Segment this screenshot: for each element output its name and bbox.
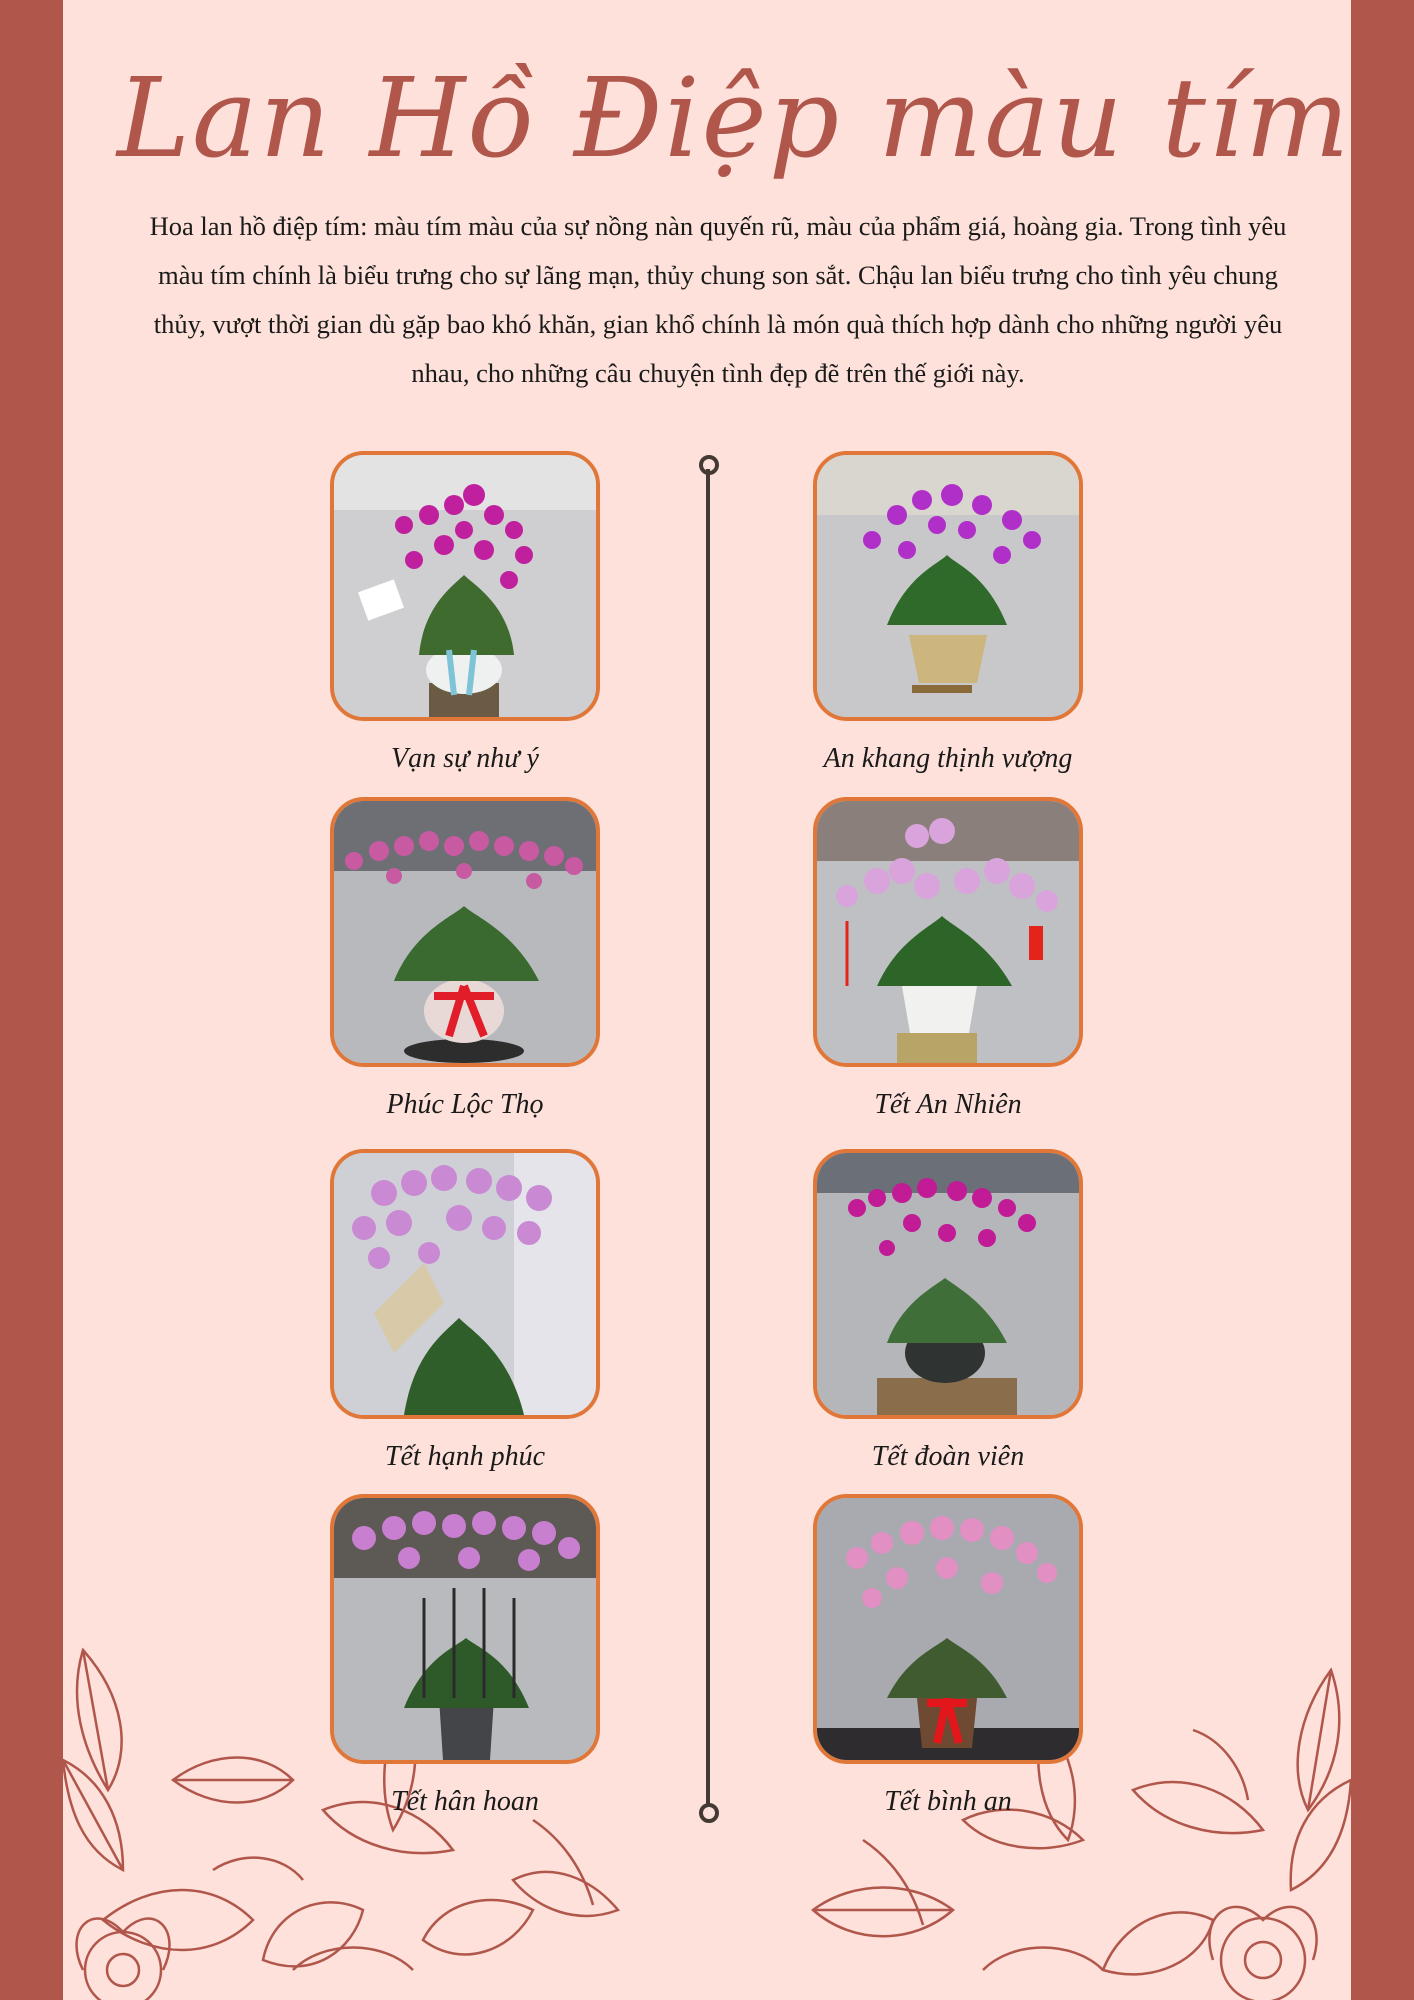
- product-photo: [330, 1494, 600, 1764]
- product-name: Tết hạnh phúc: [384, 1441, 546, 1472]
- page-title: Lan Hồ Điệp màu tím: [117, 54, 1351, 182]
- product-card[interactable]: [813, 797, 1083, 1119]
- product-name: An khang thịnh vượng: [823, 743, 1073, 774]
- product-card[interactable]: [330, 451, 600, 773]
- product-photo: [330, 451, 600, 721]
- product-name: Tết hân hoan: [391, 1786, 539, 1817]
- timeline-bottom-dot: [699, 1803, 719, 1823]
- product-name: Vạn sự như ý: [391, 743, 539, 774]
- flyer-page: [63, 0, 1351, 2000]
- product-name: Phúc Lộc Thọ: [386, 1089, 544, 1120]
- product-photo: [813, 451, 1083, 721]
- timeline-divider: [704, 455, 712, 1825]
- product-photo: [813, 1149, 1083, 1419]
- intro-paragraph: Hoa lan hồ điệp tím: màu tím màu của sự nồng nàn quyến rũ, màu của phẩm giá, hoàng gia. Trong tình yêu màu tím chính là biểu trưng cho sự lãng mạn, thủy chung son sắt. Chậu lan biểu trưng cho tình yêu chung thủy, vượt thời gian dù gặp bao khó khăn, gian khổ chính là món quà thích hợp dành cho những người yêu nhau, cho những câu chuyện tình đẹp đẽ trên thế giới này.: [149, 211, 1287, 388]
- product-name: Tết An Nhiên: [874, 1089, 1022, 1120]
- product-card[interactable]: [330, 1494, 600, 1816]
- product-card[interactable]: [813, 1494, 1083, 1816]
- product-card[interactable]: [813, 1149, 1083, 1471]
- product-card[interactable]: [330, 1149, 600, 1471]
- product-photo: [330, 797, 600, 1067]
- timeline-line: [706, 469, 710, 1811]
- product-name: Tết bình an: [884, 1786, 1012, 1817]
- product-photo: [813, 797, 1083, 1067]
- product-card[interactable]: [330, 797, 600, 1119]
- product-photo: [330, 1149, 600, 1419]
- product-photo: [813, 1494, 1083, 1764]
- product-name: Tết đoàn viên: [871, 1441, 1025, 1472]
- product-card[interactable]: [813, 451, 1083, 773]
